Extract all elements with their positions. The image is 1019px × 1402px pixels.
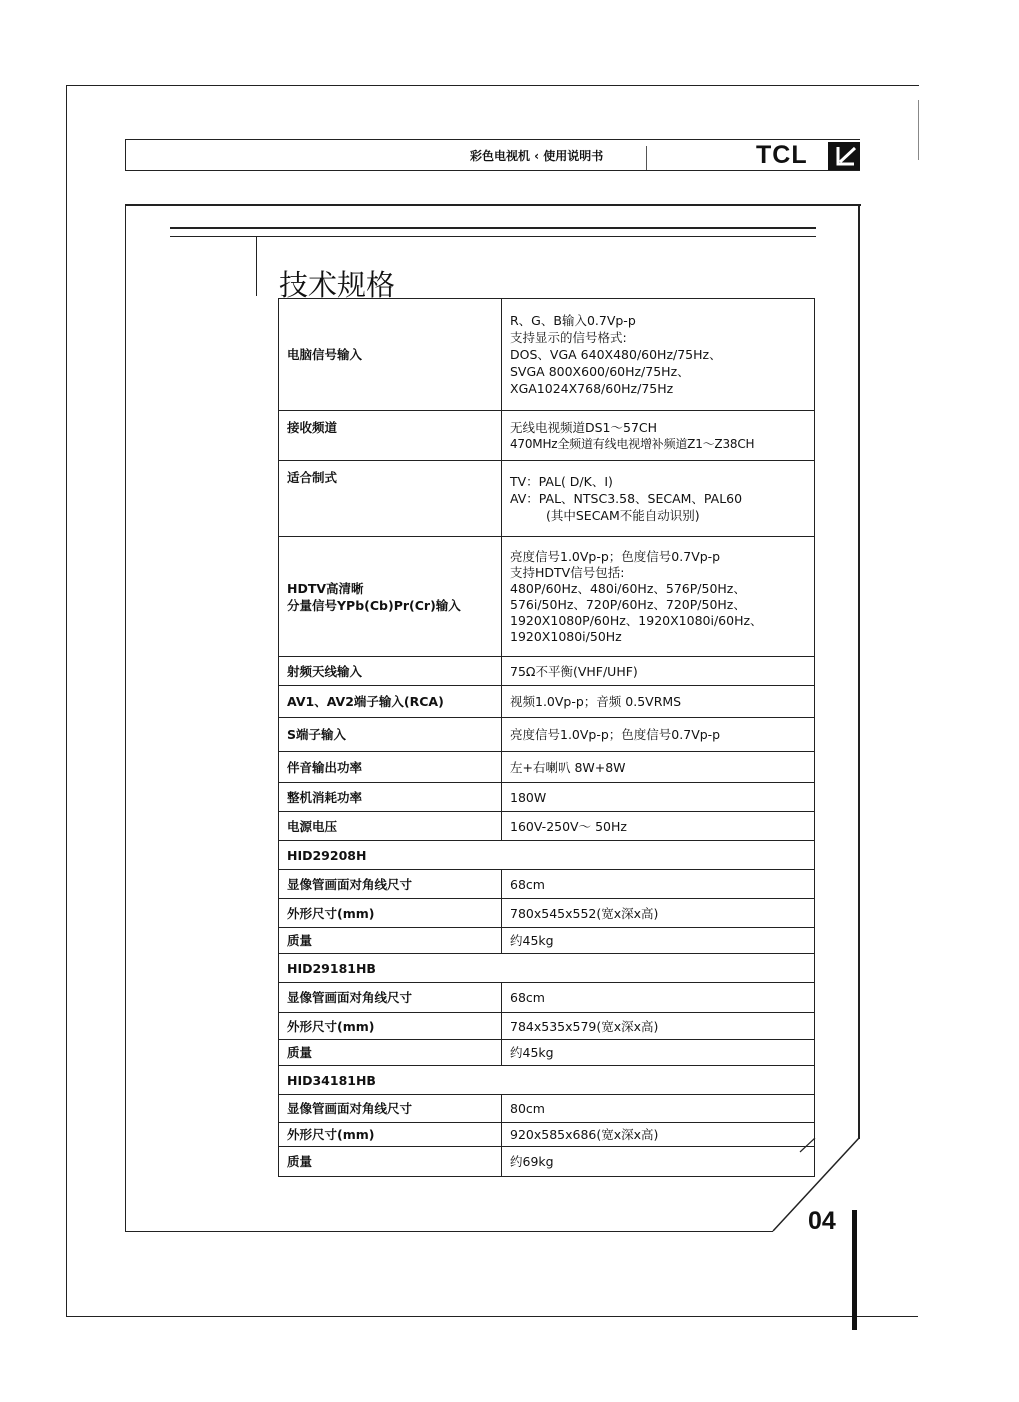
- spec-value: 亮度信号1.0Vp-p；色度信号0.7Vp-p 支持HDTV信号包括: 480P/60Hz、480i/60Hz、576P/50Hz、 576i/50Hz、720P/60Hz、720P/50Hz、 1920X1080P/60Hz、1920X1080i/60Hz、 1920X1080i/50Hz: [502, 537, 815, 657]
- outer-frame-bottom: [66, 1316, 918, 1317]
- spec-label: 外形尺寸(mm): [279, 1013, 502, 1040]
- page-number: 04: [808, 1207, 836, 1235]
- spec-value: 920x585x686(宽x深x高): [502, 1123, 815, 1147]
- table-row: [279, 461, 815, 537]
- table-row: [279, 411, 815, 461]
- outer-frame-right: [918, 100, 919, 160]
- table-row: [279, 812, 815, 841]
- table-row: [279, 299, 815, 411]
- table-row: [279, 899, 815, 928]
- spec-value: 约69kg: [502, 1147, 815, 1177]
- title-rule-bottom: [170, 236, 816, 237]
- spec-label: 整机消耗功率: [279, 783, 502, 812]
- spec-label: 电源电压: [279, 812, 502, 841]
- spec-value: 780x545x552(宽x深x高): [502, 899, 815, 928]
- table-row: [279, 1095, 815, 1123]
- spec-table: [278, 298, 815, 1177]
- spec-value: 68cm: [502, 983, 815, 1013]
- spec-value: 约45kg: [502, 928, 815, 954]
- brand-logo-mark: [828, 142, 860, 170]
- logo-mark-icon: [828, 142, 860, 170]
- spec-label: HDTV高清晰 分量信号YPb(Cb)Pr(Cr)输入: [279, 537, 502, 657]
- spec-value: 亮度信号1.0Vp-p；色度信号0.7Vp-p: [502, 718, 815, 752]
- table-row: [279, 537, 815, 657]
- spec-label: AV1、AV2端子输入(RCA): [279, 686, 502, 718]
- title-side-rule: [256, 236, 257, 296]
- spec-label: 质量: [279, 1147, 502, 1177]
- table-row: [279, 1123, 815, 1147]
- spec-value: R、G、B输入0.7Vp-p 支持显示的信号格式: DOS、VGA 640X480/60Hz/75Hz、 SVGA 800X600/60Hz/75Hz、 XGA1024X768/60Hz/75Hz: [502, 299, 815, 411]
- inner-frame-bottom: [125, 1231, 773, 1232]
- spec-value: 68cm: [502, 870, 815, 899]
- spec-value: 75Ω不平衡(VHF/UHF): [502, 657, 815, 686]
- table-row: [279, 1040, 815, 1066]
- inner-frame-right: [858, 204, 860, 1139]
- spec-label: 外形尺寸(mm): [279, 1123, 502, 1147]
- table-row: [279, 983, 815, 1013]
- outer-frame-top: [66, 85, 919, 86]
- spec-value: 784x535x579(宽x深x高): [502, 1013, 815, 1040]
- spec-value: 80cm: [502, 1095, 815, 1123]
- inner-frame-top: [125, 204, 861, 206]
- spec-label: 显像管画面对角线尺寸: [279, 983, 502, 1013]
- model-name: HID34181HB: [279, 1066, 815, 1095]
- table-row: [279, 1013, 815, 1040]
- table-row: [279, 718, 815, 752]
- table-row: [279, 783, 815, 812]
- brand-logo: TCL: [756, 141, 808, 169]
- model-header-row: [279, 1066, 815, 1095]
- spec-label: 显像管画面对角线尺寸: [279, 870, 502, 899]
- inner-frame-left: [125, 204, 126, 1231]
- model-name: HID29208H: [279, 841, 815, 870]
- spec-label: 接收频道: [279, 411, 502, 461]
- table-row: [279, 752, 815, 783]
- spec-value: 180W: [502, 783, 815, 812]
- title-rule-top: [170, 227, 816, 229]
- header-divider: [646, 146, 647, 170]
- spec-value: 约45kg: [502, 1040, 815, 1066]
- spec-label: 电脑信号输入: [279, 299, 502, 411]
- spec-label: 伴音输出功率: [279, 752, 502, 783]
- spec-label: 外形尺寸(mm): [279, 899, 502, 928]
- page-title: 技术规格: [279, 268, 396, 302]
- spec-label: S端子输入: [279, 718, 502, 752]
- spec-label: 射频天线输入: [279, 657, 502, 686]
- table-row: [279, 686, 815, 718]
- table-row: [279, 928, 815, 954]
- spec-label: 适合制式: [279, 461, 502, 537]
- spec-value: 视频1.0Vp-p；音频 0.5VRMS: [502, 686, 815, 718]
- table-row: [279, 870, 815, 899]
- table-row: [279, 657, 815, 686]
- model-name: HID29181HB: [279, 954, 815, 983]
- spec-value: TV：PAL( D/K、I) AV：PAL、NTSC3.58、SECAM、PAL60 (其中SECAM不能自动识别): [502, 461, 815, 537]
- spec-value: 无线电视频道DS1～57CH 470MHz全频道有线电视增补频道Z1～Z38CH: [502, 411, 815, 461]
- spec-value: 160V-250V～ 50Hz: [502, 812, 815, 841]
- spec-value: 左+右喇叭 8W+8W: [502, 752, 815, 783]
- model-header-row: [279, 954, 815, 983]
- spec-label: 质量: [279, 928, 502, 954]
- spec-label: 质量: [279, 1040, 502, 1066]
- manual-title: 彩色电视机 ‹ 使用说明书: [470, 149, 604, 163]
- spec-label: 显像管画面对角线尺寸: [279, 1095, 502, 1123]
- model-header-row: [279, 841, 815, 870]
- outer-frame-left: [66, 85, 67, 1317]
- page-number-bar: [852, 1210, 857, 1330]
- table-row: [279, 1147, 815, 1177]
